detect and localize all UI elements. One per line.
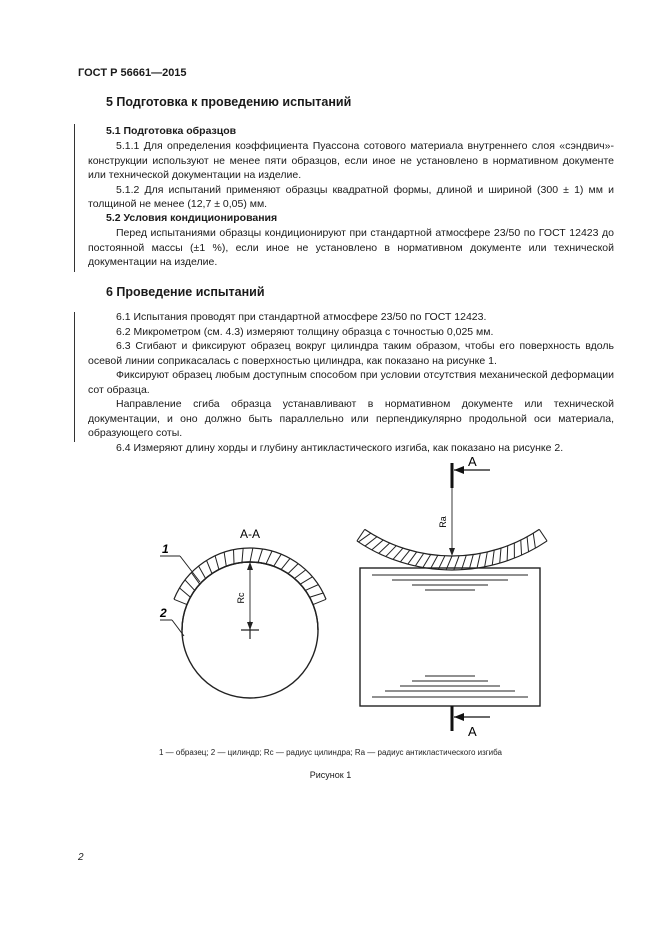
- subsection-5-2-title: 5.2 Условия кондиционирования: [106, 212, 278, 224]
- ra-label: Ra: [438, 516, 448, 528]
- honeycomb-cell-wall: [224, 552, 226, 566]
- honeycomb-cell-wall: [242, 548, 243, 562]
- cylinder-side-view: [360, 568, 540, 706]
- page-number: 2: [78, 852, 84, 863]
- honeycomb-cell-wall: [539, 529, 547, 541]
- honeycomb-cell-wall: [357, 529, 365, 541]
- honeycomb-cell-wall: [400, 550, 409, 562]
- paragraph-5-2: Перед испытаниями образцы кондиционируют при стандартной атмосфере 23/50 по ГОСТ 12423 до постоянной массы (±1 %), если иное не установлено в нормативном документе или технической документации на изделие.: [88, 227, 614, 268]
- leader-1: [160, 556, 200, 582]
- honeycomb-cell-wall: [305, 585, 318, 591]
- section-5-1-body: [88, 139, 614, 212]
- ra-dimension: [449, 488, 455, 556]
- section-6-body: [88, 310, 614, 455]
- subsection-5-1-title: 5.1 Подготовка образцов: [106, 125, 237, 137]
- section-5-2-body: [88, 226, 614, 270]
- honeycomb-cell-wall: [408, 552, 417, 564]
- honeycomb-cell-wall: [294, 570, 305, 579]
- honeycomb-cell-wall: [274, 554, 282, 566]
- honeycomb-cell-wall: [372, 540, 383, 550]
- paragraph-6-3-fixing: Фиксируют образец любым доступным способом при условии отсутствия механической деформации сот образца.: [88, 369, 614, 396]
- honeycomb-cell-wall: [521, 540, 522, 555]
- honeycomb-cell-wall: [415, 553, 423, 566]
- honeycomb-cell-wall: [469, 555, 473, 570]
- document-header: ГОСТ Р 56661—2015: [78, 67, 187, 79]
- figure-legend: 1 — образец; 2 — цилиндр; Rc — радиус цилиндра; Ra — радиус антикластического изгиба: [159, 748, 502, 757]
- honeycomb-cell-wall: [207, 560, 212, 573]
- rc-dimension: [247, 562, 253, 630]
- honeycomb-cell-wall: [485, 552, 488, 567]
- paragraph-6-2: 6.2 Микрометром (см. 4.3) измеряют толщину образца с точностью 0,025 мм.: [116, 325, 494, 338]
- honeycomb-cell-wall: [527, 537, 528, 552]
- honeycomb-cell-wall: [423, 555, 431, 568]
- label-2: 2: [160, 606, 167, 620]
- honeycomb-cell-wall: [492, 550, 494, 565]
- honeycomb-cell-wall: [250, 548, 253, 562]
- honeycomb-cell-wall: [174, 599, 187, 604]
- section-arrow-label-top: А: [468, 454, 477, 469]
- figure-1-drawing: [0, 445, 661, 745]
- paragraph-6-3: 6.3 Сгибают и фиксируют образец вокруг цилиндра таким образом, чтобы его поверхность вдоль осевой линии соприкасалась с поверхностью цилиндра, как показано на рисунке 1.: [88, 340, 614, 367]
- change-bar: [74, 312, 75, 442]
- honeycomb-cell-wall: [266, 551, 272, 564]
- label-1: 1: [162, 542, 169, 556]
- honeycomb-cell-wall: [507, 546, 508, 561]
- honeycomb-cell-wall: [180, 588, 191, 597]
- rc-label: Rc: [236, 592, 246, 604]
- honeycomb-cell-wall: [199, 566, 206, 578]
- section-6-title: 6 Проведение испытаний: [106, 285, 265, 299]
- paragraph-6-1: 6.1 Испытания проводят при стандартной атмосфере 23/50 по ГОСТ 12423.: [116, 311, 487, 323]
- honeycomb-cell-wall: [358, 533, 370, 542]
- honeycomb-cell-wall: [500, 548, 501, 563]
- leader-2: [160, 620, 184, 636]
- section-arrow-label-bottom: А: [468, 724, 477, 739]
- paragraph-6-3-direction: Направление сгиба образца устанавливают в нормативном документе или технической документации, и оно должно быть параллельно или перпендикулярно продольной оси материала, образующего соты.: [88, 398, 614, 439]
- paragraph-6-4: 6.4 Измеряют длину хорды и глубину антикластического изгиба, как показано на рисунке 2.: [116, 441, 564, 454]
- honeycomb-cell-wall: [477, 553, 480, 568]
- honeycomb-cell-wall: [313, 599, 326, 604]
- change-bar: [74, 124, 75, 272]
- honeycomb-cell-wall: [258, 549, 263, 563]
- honeycomb-cell-wall: [300, 577, 312, 584]
- honeycomb-cell-wall: [288, 564, 298, 574]
- honeycomb-cell-wall: [185, 580, 195, 590]
- paragraph-5-1-1: 5.1.1 Для определения коэффициента Пуассона сотового материала внутреннего слоя «сэндвич»-конструкции используют не менее пяти образцов, если иное не установлено в нормативном документе или технической документации на изделие.: [88, 140, 614, 181]
- section-5-title: 5 Подготовка к проведению испытаний: [106, 95, 352, 109]
- paragraph-5-1-2: 5.1.2 Для испытаний применяют образцы квадратной формы, длиной и шириной (300 ± 1) мм и толщиной не менее (12,7 ± 0,05) мм.: [88, 183, 614, 210]
- honeycomb-cell-wall: [310, 593, 324, 597]
- figure-caption: Рисунок 1: [309, 770, 352, 780]
- honeycomb-cell-wall: [393, 548, 403, 559]
- honeycomb-cell-wall: [379, 543, 390, 553]
- honeycomb-cell-wall: [431, 555, 438, 568]
- section-label: А-А: [239, 527, 261, 541]
- honeycomb-cell-wall: [533, 533, 535, 548]
- honeycomb-cell-wall: [191, 573, 199, 585]
- honeycomb-cell-wall: [386, 546, 397, 557]
- honeycomb-cell-wall: [281, 558, 290, 569]
- honeycomb-cell-wall: [215, 556, 219, 570]
- honeycomb-cell-wall: [365, 537, 377, 546]
